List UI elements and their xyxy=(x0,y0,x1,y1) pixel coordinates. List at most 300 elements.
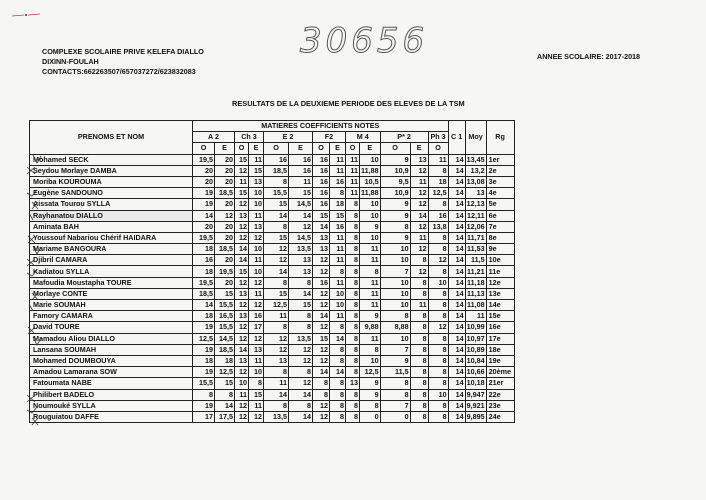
student-name: Mohamed DOUMBOUYA xyxy=(30,355,193,366)
grade-cell: 16 xyxy=(313,188,330,199)
grade-cell: 8 xyxy=(346,244,360,255)
average-cell: 10,97 xyxy=(466,333,485,343)
grade-cell: 18 xyxy=(193,355,215,366)
grade-cell: 8 xyxy=(346,221,360,232)
grade-cell: 14 xyxy=(264,210,289,221)
grade-cell: 8 xyxy=(346,344,360,355)
table-row xyxy=(30,154,555,165)
average-cell: 9,947 xyxy=(466,389,485,399)
grade-cell: 16 xyxy=(264,154,289,165)
grade-cell: 11 xyxy=(330,255,346,266)
grade-cell: 11 xyxy=(330,244,346,255)
grade-cell: 14 xyxy=(448,400,465,411)
grade-cell: 16 xyxy=(249,311,264,322)
grade-cell: 15 xyxy=(235,266,249,277)
grade-cell: 10 xyxy=(249,244,264,255)
grade-cell: 16 xyxy=(428,210,448,221)
grade-cell: 8 xyxy=(346,389,360,400)
rank-cell: 21er xyxy=(486,378,514,389)
grade-cell: 8 xyxy=(330,355,346,366)
grade-cell: 7 xyxy=(380,266,410,277)
grade-cell: 12,5 xyxy=(193,333,215,344)
rank-cell: 16e xyxy=(486,322,514,333)
student-name: Kadiatou SYLLA xyxy=(30,266,193,277)
grade-cell: 8 xyxy=(193,389,215,400)
check-mark-icon xyxy=(28,291,42,301)
grade-cell: 15 xyxy=(235,154,249,165)
grade-cell: 18 xyxy=(330,199,346,210)
grade-cell: 14 xyxy=(448,355,465,366)
grade-cell: 13 xyxy=(235,311,249,322)
grade-cell: 12 xyxy=(215,210,235,221)
grade-cell: 8 xyxy=(380,378,410,389)
table-row xyxy=(30,322,555,333)
grade-cell: 12 xyxy=(313,288,330,299)
rank-cell: 6e xyxy=(486,210,514,221)
grade-cell: 15 xyxy=(215,288,235,299)
grade-cell: 12 xyxy=(264,333,289,344)
table-row xyxy=(30,311,555,322)
subject-header: Ph 3 xyxy=(428,132,448,143)
grade-cell: 18,5 xyxy=(215,344,235,355)
grade-cell: 8 xyxy=(330,400,346,411)
table-row xyxy=(30,210,555,221)
grade-cell: 15,5 xyxy=(193,378,215,389)
oral-header: O xyxy=(428,143,448,154)
table-row xyxy=(30,221,555,232)
average-cell: 10,89 xyxy=(466,344,485,354)
rank-cell: 3e xyxy=(486,176,514,187)
grade-cell: 12 xyxy=(235,400,249,411)
rank-header: Rg xyxy=(486,121,514,155)
grade-cell: 10 xyxy=(249,367,264,378)
grade-cell: 14 xyxy=(313,311,330,322)
grade-cell: 16 xyxy=(289,154,313,165)
header-row-1 xyxy=(30,121,555,132)
grade-cell: 8 xyxy=(428,288,448,299)
grade-cell: 12 xyxy=(249,300,264,311)
grade-cell: 8 xyxy=(410,411,428,422)
grade-cell: 12 xyxy=(313,344,330,355)
grade-cell: 18 xyxy=(193,266,215,277)
grade-cell: 13,5 xyxy=(289,333,313,344)
table-row xyxy=(30,188,555,199)
rank-cell: 14e xyxy=(486,300,514,311)
grade-cell: 10 xyxy=(360,154,381,165)
grade-cell: 11 xyxy=(346,176,360,187)
grade-cell: 16 xyxy=(289,165,313,176)
subject-header: E 2 xyxy=(264,132,313,143)
scan-mark-icon xyxy=(10,12,50,18)
average-cell: 13 xyxy=(465,188,486,199)
grade-cell: 8 xyxy=(428,165,448,176)
rank-cell: 12e xyxy=(486,277,514,288)
check-mark-icon xyxy=(24,188,38,198)
grade-cell: 11 xyxy=(249,288,264,299)
student-name: Philibert BADELO xyxy=(30,389,193,400)
grade-cell: 8 xyxy=(330,411,346,422)
grade-cell: 13 xyxy=(313,244,330,255)
grade-cell: 10 xyxy=(249,266,264,277)
written-header: E xyxy=(330,143,346,154)
table-row xyxy=(30,389,555,400)
rank-cell: 24e xyxy=(486,411,514,422)
grade-cell: 10,9 xyxy=(380,165,410,176)
grade-cell: 11 xyxy=(264,311,289,322)
subject-header: P* 2 xyxy=(380,132,428,143)
grade-cell: 15 xyxy=(313,210,330,221)
grade-cell: 8 xyxy=(428,300,448,311)
grade-cell: 16 xyxy=(313,176,330,187)
written-header: E xyxy=(249,143,264,154)
student-name: Fatoumata NABE xyxy=(30,378,193,389)
grade-cell: 14 xyxy=(313,221,330,232)
grade-cell: 14 xyxy=(410,210,428,221)
check-mark-icon xyxy=(24,302,38,312)
grade-cell: 19 xyxy=(193,344,215,355)
grade-cell: 8 xyxy=(410,367,428,378)
school-year: ANNEE SCOLAIRE: 2017-2018 xyxy=(537,52,641,61)
grade-cell: 8 xyxy=(313,378,330,389)
grade-cell: 15 xyxy=(264,199,289,210)
grade-cell: 19,5 xyxy=(193,232,215,243)
grade-cell: 18,5 xyxy=(193,288,215,299)
grade-cell: 14 xyxy=(448,210,465,221)
grade-cell: 10 xyxy=(235,378,249,389)
grade-cell: 13 xyxy=(410,154,428,165)
grade-cell: 0 xyxy=(360,411,381,422)
grade-cell: 18,5 xyxy=(264,165,289,176)
grade-cell: 16 xyxy=(330,221,346,232)
table-row xyxy=(30,411,555,422)
grade-cell: 15 xyxy=(289,188,313,199)
student-name: Amadou Lamarana SOW xyxy=(30,367,193,378)
grade-cell: 8 xyxy=(428,400,448,411)
grade-cell: 18 xyxy=(193,311,215,322)
grade-cell: 15 xyxy=(313,333,330,344)
grade-cell: 8 xyxy=(410,288,428,299)
grade-cell: 11 xyxy=(360,244,381,255)
grade-cell: 14 xyxy=(330,367,346,378)
table-row xyxy=(30,277,555,288)
grade-cell: 11 xyxy=(360,255,381,266)
grade-cell: 15 xyxy=(235,188,249,199)
grade-cell: 17,5 xyxy=(215,411,235,422)
grade-cell: 11,5 xyxy=(380,367,410,378)
grade-cell: 14 xyxy=(448,266,465,277)
table-row xyxy=(30,199,555,210)
oral-header: O xyxy=(313,143,330,154)
grade-cell: 8 xyxy=(428,232,448,243)
grade-cell: 12,5 xyxy=(264,300,289,311)
grade-cell: 12 xyxy=(264,244,289,255)
grade-cell: 11 xyxy=(249,255,264,266)
grade-cell: 8 xyxy=(215,389,235,400)
grade-cell: 8 xyxy=(410,344,428,355)
grade-cell: 14 xyxy=(289,210,313,221)
grade-cell: 20 xyxy=(215,277,235,288)
grade-cell: 14 xyxy=(448,389,465,400)
grade-cell: 14 xyxy=(448,277,465,288)
grade-cell: 15 xyxy=(289,300,313,311)
grade-cell: 8 xyxy=(264,277,289,288)
grade-cell: 7 xyxy=(380,344,410,355)
grade-cell: 8 xyxy=(346,288,360,299)
grade-cell: 13 xyxy=(249,176,264,187)
grade-cell: 11 xyxy=(289,176,313,187)
oral-header: O xyxy=(380,143,410,154)
grade-cell: 9,88 xyxy=(360,322,381,333)
grade-cell: 17 xyxy=(249,322,264,333)
grade-cell: 13,5 xyxy=(289,244,313,255)
grade-cell: 11 xyxy=(410,176,428,187)
subject-header: M 4 xyxy=(346,132,381,143)
grade-cell: 8 xyxy=(264,400,289,411)
grade-cell: 12 xyxy=(313,266,330,277)
grade-cell: 14 xyxy=(448,333,465,344)
student-name: Rayhanatou DIALLO xyxy=(30,210,193,221)
grade-cell: 8 xyxy=(264,322,289,333)
grade-cell: 15,5 xyxy=(215,300,235,311)
rank-cell: 18e xyxy=(486,344,514,355)
check-mark-icon xyxy=(24,268,38,278)
grade-cell: 8 xyxy=(264,221,289,232)
table-row xyxy=(30,378,555,389)
grade-cell: 11 xyxy=(330,277,346,288)
student-name: Moriba KOUROUMA xyxy=(30,176,193,187)
grade-cell: 11 xyxy=(410,300,428,311)
grade-cell: 12 xyxy=(235,199,249,210)
grade-cell: 12 xyxy=(410,199,428,210)
page-title: RESULTATS DE LA DEUXIEME PERIODE DES ELEVES DE LA TSM xyxy=(232,99,465,108)
grade-cell: 8 xyxy=(346,210,360,221)
student-name: Aissata Tourou SYLLA xyxy=(30,199,193,210)
grade-cell: 14,5 xyxy=(215,333,235,344)
average-cell: 10,84 xyxy=(466,356,485,366)
rank-cell: 22e xyxy=(486,389,514,400)
grade-cell: 14 xyxy=(448,221,465,232)
grade-cell: 14 xyxy=(448,232,465,243)
grade-cell: 8 xyxy=(410,389,428,400)
grade-cell: 12 xyxy=(235,165,249,176)
grade-cell: 8 xyxy=(346,333,360,344)
grade-cell: 12 xyxy=(249,277,264,288)
grade-cell: 11 xyxy=(360,333,381,344)
grade-cell: 8 xyxy=(410,255,428,266)
grade-cell: 14 xyxy=(448,199,465,210)
grade-cell: 8 xyxy=(346,266,360,277)
check-mark-icon xyxy=(28,336,42,346)
grade-cell: 14 xyxy=(448,322,465,333)
grade-cell: 14,5 xyxy=(289,232,313,243)
grade-cell: 8 xyxy=(346,322,360,333)
table-row xyxy=(30,344,555,355)
grade-cell: 15 xyxy=(264,232,289,243)
grade-cell: 12 xyxy=(410,165,428,176)
grade-cell: 8 xyxy=(330,188,346,199)
average-cell: 11 xyxy=(465,311,486,322)
grade-cell: 11 xyxy=(360,277,381,288)
grade-cell: 18 xyxy=(193,244,215,255)
grade-cell: 8 xyxy=(410,378,428,389)
grade-cell: 16 xyxy=(313,199,330,210)
grade-cell: 19,5 xyxy=(193,277,215,288)
grade-cell: 8 xyxy=(428,266,448,277)
written-header: E xyxy=(215,143,235,154)
grade-cell: 12,5 xyxy=(215,367,235,378)
svg-text:30656: 30656 xyxy=(300,21,429,60)
rank-cell: 5e xyxy=(486,199,514,210)
grade-cell: 15,5 xyxy=(264,188,289,199)
oral-header: O xyxy=(235,143,249,154)
grade-cell: 8 xyxy=(380,311,410,322)
grade-cell: 10 xyxy=(380,300,410,311)
average-cell: 11,5 xyxy=(465,255,486,266)
grade-cell: 10 xyxy=(360,210,381,221)
student-name: Aminata BAH xyxy=(30,221,193,232)
grade-cell: 10,9 xyxy=(380,188,410,199)
check-mark-icon xyxy=(24,234,38,244)
check-mark-icon xyxy=(24,211,38,221)
group-header: MATIERES COEFFICIENTS NOTES xyxy=(193,121,449,132)
table-row xyxy=(30,255,555,266)
school-name: COMPLEXE SCOLAIRE PRIVE KELEFA DIALLO xyxy=(42,47,204,56)
grade-cell: 12 xyxy=(249,232,264,243)
grade-cell: 11 xyxy=(346,165,360,176)
grade-cell: 13 xyxy=(235,355,249,366)
grade-cell: 8 xyxy=(346,199,360,210)
grade-cell: 14 xyxy=(448,378,465,389)
grade-cell: 14 xyxy=(448,311,465,322)
student-name: Seydou Morlaye DAMBA xyxy=(30,165,193,176)
average-cell: 13,45 xyxy=(466,154,485,164)
grade-cell: 12 xyxy=(313,255,330,266)
grade-cell: 10 xyxy=(360,355,381,366)
grade-cell: 8 xyxy=(428,367,448,378)
grade-cell: 16 xyxy=(313,165,330,176)
grade-cell: 13,8 xyxy=(428,221,448,232)
average-cell: 11,21 xyxy=(467,266,485,276)
average-cell: 11,08 xyxy=(467,300,485,310)
grade-cell: 12 xyxy=(428,322,448,333)
grade-cell: 8 xyxy=(289,367,313,378)
average-cell: 12,13 xyxy=(466,199,485,209)
student-name: Mohamed SECK xyxy=(30,154,193,165)
grade-cell: 11 xyxy=(410,232,428,243)
grade-cell: 12,5 xyxy=(360,367,381,378)
grade-cell: 19 xyxy=(193,367,215,378)
grade-cell: 9 xyxy=(380,154,410,165)
check-mark-icon xyxy=(28,200,42,210)
grade-cell: 14 xyxy=(448,288,465,299)
school-location: DIXINN-FOULAH xyxy=(42,57,99,66)
grade-cell: 12 xyxy=(313,300,330,311)
grade-cell: 14 xyxy=(448,255,465,266)
grade-cell: 12 xyxy=(264,255,289,266)
grade-cell: 8 xyxy=(330,378,346,389)
grade-cell: 12 xyxy=(313,322,330,333)
grade-cell: 19 xyxy=(193,322,215,333)
written-header: E xyxy=(289,143,313,154)
grade-cell: 12 xyxy=(410,188,428,199)
grade-cell: 11 xyxy=(330,232,346,243)
grade-cell: 14 xyxy=(448,176,465,187)
grade-cell: 14 xyxy=(448,188,465,199)
grade-cell: 10 xyxy=(380,244,410,255)
check-mark-icon xyxy=(28,154,42,164)
grade-cell: 9 xyxy=(360,389,381,400)
grade-cell: 17 xyxy=(193,411,215,422)
grade-cell: 9 xyxy=(360,378,381,389)
grade-cell: 10 xyxy=(428,277,448,288)
grade-cell: 12 xyxy=(313,400,330,411)
grade-cell: 14 xyxy=(448,165,465,176)
rank-cell: 23e xyxy=(486,400,514,411)
grade-cell: 15 xyxy=(215,378,235,389)
grade-cell: 13 xyxy=(235,288,249,299)
grade-cell: 20 xyxy=(215,199,235,210)
grade-cell: 12 xyxy=(235,221,249,232)
table-row xyxy=(30,244,555,255)
grade-cell: 12 xyxy=(235,411,249,422)
table-row xyxy=(30,333,555,344)
grade-cell: 14 xyxy=(235,344,249,355)
grade-cell: 14 xyxy=(289,288,313,299)
rank-cell: 4e xyxy=(486,188,514,199)
average-cell: 9,921 xyxy=(466,400,485,410)
student-name: Youssouf Nabariou Chérif HAIDARA xyxy=(30,232,193,243)
grade-cell: 19 xyxy=(193,188,215,199)
grade-cell: 15 xyxy=(249,389,264,400)
table-row xyxy=(30,300,555,311)
rank-cell: 10e xyxy=(486,255,514,266)
grade-cell: 12 xyxy=(249,411,264,422)
grade-cell: 16,5 xyxy=(215,311,235,322)
grade-cell: 11,88 xyxy=(361,188,379,198)
grade-cell: 12 xyxy=(235,232,249,243)
rank-cell: 2e xyxy=(486,165,514,176)
name-header: PRENOMS ET NOM xyxy=(30,121,193,155)
handwritten-number xyxy=(296,20,456,60)
grade-cell: 14 xyxy=(193,300,215,311)
grade-cell: 9 xyxy=(380,199,410,210)
grade-cell: 8 xyxy=(346,311,360,322)
check-mark-icon xyxy=(24,393,38,403)
grade-cell: 19 xyxy=(193,199,215,210)
grade-cell: 13 xyxy=(235,210,249,221)
average-cell: 12,11 xyxy=(467,210,485,220)
written-header: E xyxy=(410,143,428,154)
average-cell: 10,66 xyxy=(466,367,485,377)
table-row xyxy=(30,367,555,378)
grade-cell: 9 xyxy=(380,355,410,366)
grade-cell: 11 xyxy=(330,311,346,322)
grade-cell: 9,5 xyxy=(380,176,410,187)
grade-cell: 11 xyxy=(249,355,264,366)
grade-cell: 10 xyxy=(330,300,346,311)
grade-cell: 10 xyxy=(249,199,264,210)
rank-cell: 7e xyxy=(486,221,514,232)
student-name: Mamadou Aliou DIALLO xyxy=(30,333,193,344)
grade-cell: 11 xyxy=(346,188,360,199)
grade-cell: 14 xyxy=(264,389,289,400)
rank-cell: 13e xyxy=(486,288,514,299)
table-row xyxy=(30,232,555,243)
grade-cell: 14 xyxy=(264,266,289,277)
student-name: Mariame BANGOURA xyxy=(30,244,193,255)
grade-cell: 10 xyxy=(380,333,410,344)
grade-cell: 8 xyxy=(346,367,360,378)
